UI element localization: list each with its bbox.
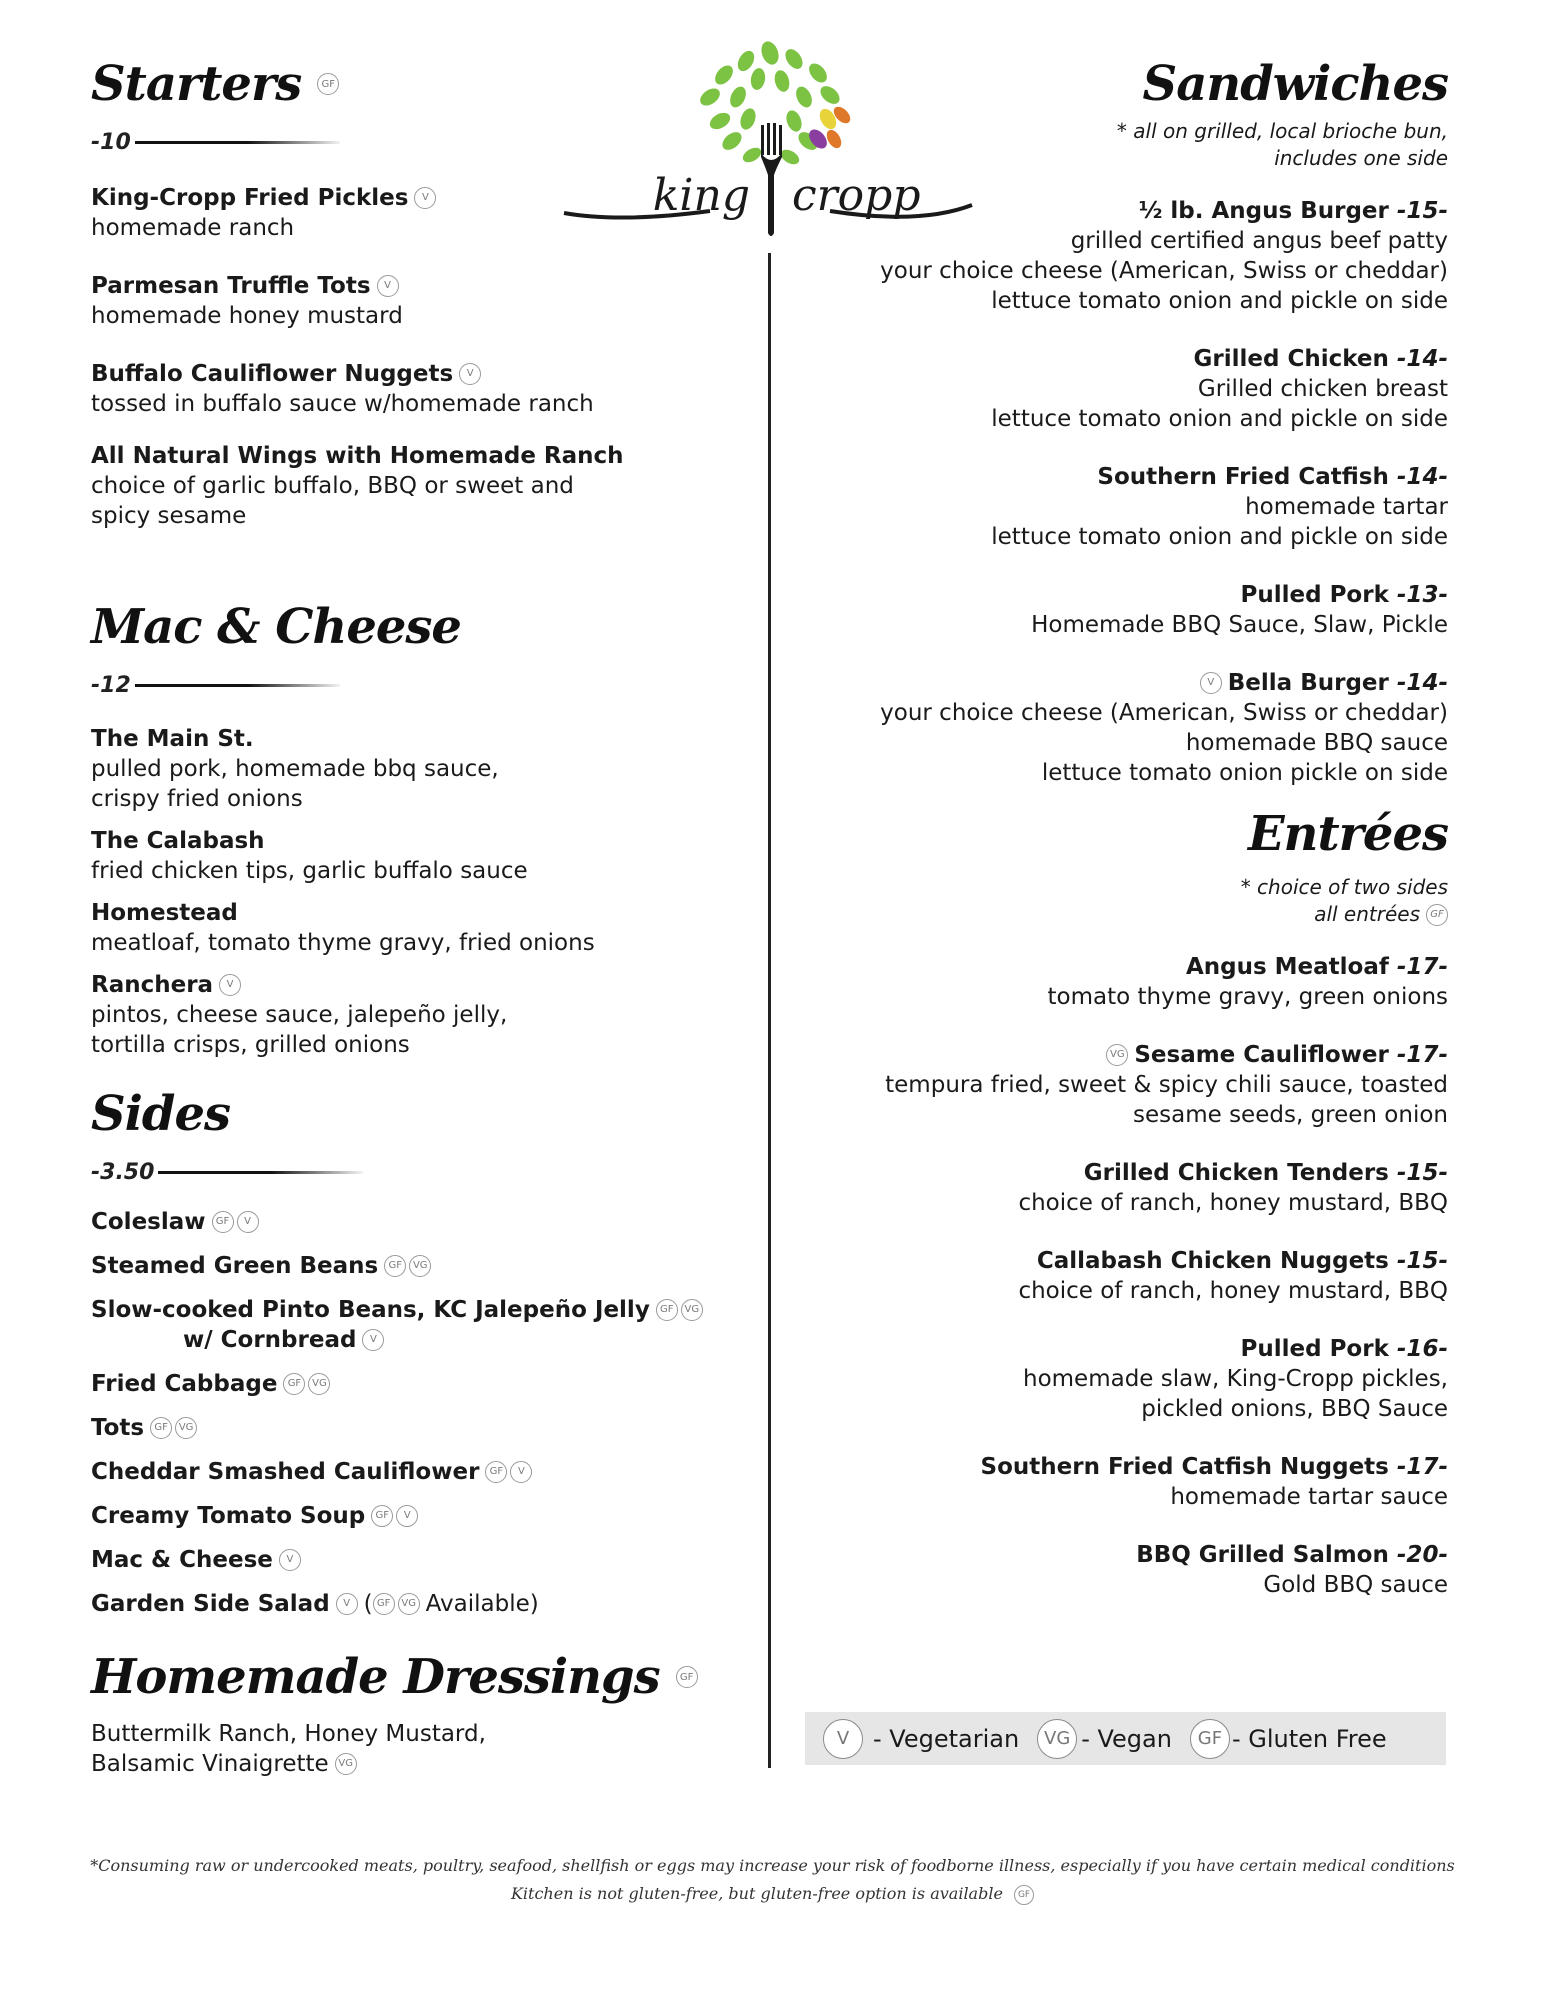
menu-item	[820, 1158, 1448, 1218]
dressings-line-2: Balsamic Vinaigrette	[91, 1751, 329, 1777]
gluten-free-icon: GF	[384, 1255, 406, 1277]
item-description: tomato thyme gravy, green onions	[1047, 984, 1448, 1010]
entrees-note-1: * choice of two sides	[1240, 875, 1448, 899]
item-description: homemade tartar sauce	[1170, 1484, 1448, 1510]
mac-cheese-price: -12	[91, 673, 131, 698]
available-open: (	[363, 1591, 373, 1617]
item-name: Slow-cooked Pinto Beans, KC Jalepeño Jelly	[91, 1297, 650, 1323]
gluten-free-icon: GF	[212, 1211, 234, 1233]
menu-item	[91, 441, 731, 531]
item-name: Coleslaw	[91, 1209, 206, 1235]
item-name: The Main St.	[91, 726, 254, 752]
mac-cheese-title: Mac & Cheese	[91, 599, 461, 655]
gluten-free-icon: GF	[317, 73, 339, 95]
vegetarian-icon: V	[823, 1719, 863, 1759]
item-description: Homemade BBQ Sauce, Slaw, Pickle	[1031, 612, 1448, 638]
gluten-free-icon: GF	[283, 1373, 305, 1395]
price-rule	[135, 141, 340, 144]
side-item	[91, 1251, 731, 1281]
item-name: Southern Fried Catfish	[1097, 464, 1389, 490]
item-description: choice of garlic buffalo, BBQ or sweet and spicy sesame	[91, 473, 574, 529]
item-name: Homestead	[91, 900, 238, 926]
gluten-free-icon: GF	[150, 1417, 172, 1439]
dietary-legend	[805, 1712, 1446, 1765]
menu-item	[91, 898, 731, 958]
item-name: BBQ Grilled Salmon	[1136, 1542, 1389, 1568]
item-name: Southern Fried Catfish Nuggets	[980, 1454, 1389, 1480]
menu-item	[91, 724, 731, 814]
item-price: -13-	[1396, 582, 1448, 608]
item-description: tossed in buffalo sauce w/homemade ranch	[91, 391, 594, 417]
item-description: your choice cheese (American, Swiss or cheddar) homemade BBQ sauce lettuce tomato onion pickle on side	[880, 700, 1448, 786]
vegetarian-icon: V	[377, 275, 399, 297]
vegetarian-icon: V	[237, 1211, 259, 1233]
menu-item	[820, 344, 1448, 434]
item-price: -14-	[1396, 670, 1448, 696]
sides-price: -3.50	[91, 1160, 155, 1185]
item-name: Creamy Tomato Soup	[91, 1503, 366, 1529]
item-description: Gold BBQ sauce	[1263, 1572, 1448, 1598]
item-name: Tots	[91, 1415, 145, 1441]
menu-item	[820, 668, 1448, 788]
item-description: pintos, cheese sauce, jalepeño jelly, tortilla crisps, grilled onions	[91, 1002, 508, 1058]
footer-line-1: *Consuming raw or undercooked meats, poultry, seafood, shellfish or eggs may increase your risk of foodborne illness, especially if you have certain medical conditions	[90, 1856, 1455, 1875]
vegan-icon: VG	[681, 1299, 703, 1321]
logo-text-king: king	[652, 170, 750, 221]
gluten-free-icon: GF	[371, 1505, 393, 1527]
gluten-free-icon: GF	[485, 1461, 507, 1483]
item-price: -17-	[1396, 1454, 1448, 1480]
item-name: Steamed Green Beans	[91, 1253, 379, 1279]
side-item	[91, 1457, 731, 1487]
item-description: choice of ranch, honey mustard, BBQ	[1018, 1278, 1448, 1304]
right-column	[820, 56, 1448, 1600]
item-price: -15-	[1396, 1160, 1448, 1186]
gluten-free-icon: GF	[1426, 904, 1448, 926]
price-rule	[158, 1171, 363, 1174]
column-divider	[768, 253, 771, 1768]
menu-item	[91, 970, 731, 1060]
item-name: The Calabash	[91, 828, 265, 854]
starters-price: -10	[91, 130, 131, 155]
menu-item	[91, 271, 731, 331]
item-description: grilled certified angus beef patty your choice cheese (American, Swiss or cheddar) lettuce tomato onion and pickle on side	[880, 228, 1448, 314]
vegan-icon: VG	[175, 1417, 197, 1439]
item-name: Pulled Pork	[1240, 1336, 1389, 1362]
gluten-free-icon: GF	[676, 1666, 698, 1688]
side-item	[91, 1413, 731, 1443]
vegetarian-icon: V	[219, 974, 241, 996]
vegetarian-icon: V	[279, 1549, 301, 1571]
item-price: -17-	[1396, 1042, 1448, 1068]
item-name: All Natural Wings with Homemade Ranch	[91, 443, 624, 469]
item-description: choice of ranch, honey mustard, BBQ	[1018, 1190, 1448, 1216]
menu-item	[820, 1246, 1448, 1306]
sides-section	[91, 1086, 731, 1619]
gluten-free-icon: GF	[373, 1593, 395, 1615]
entrees-note-2: all entrées	[1314, 902, 1420, 926]
item-name: Fried Cabbage	[91, 1371, 278, 1397]
legend-gluten-free: - Gluten Free	[1231, 1724, 1387, 1753]
left-column	[91, 56, 731, 1779]
menu-item	[91, 183, 731, 243]
vegetarian-icon: V	[1200, 672, 1222, 694]
side-item	[91, 1295, 731, 1355]
menu-item	[820, 1040, 1448, 1130]
item-description: meatloaf, tomato thyme gravy, fried onions	[91, 930, 595, 956]
dressings-line-1: Buttermilk Ranch, Honey Mustard,	[91, 1721, 486, 1747]
side-item	[91, 1207, 731, 1237]
entrees-section	[820, 806, 1448, 1600]
menu-item	[820, 1540, 1448, 1600]
item-name: Ranchera	[91, 972, 214, 998]
vegan-icon: VG	[1106, 1044, 1128, 1066]
dressings-title: Homemade Dressings	[91, 1649, 660, 1705]
vegetarian-icon: V	[459, 363, 481, 385]
legend-vegan: - Vegan	[1081, 1724, 1172, 1753]
item-price: -20-	[1396, 1542, 1448, 1568]
side-item	[91, 1545, 731, 1575]
item-description: Grilled chicken breast lettuce tomato onion and pickle on side	[991, 376, 1448, 432]
item-name: Buffalo Cauliflower Nuggets	[91, 361, 454, 387]
sandwiches-title: Sandwiches	[1142, 56, 1448, 112]
item-description: homemade slaw, King-Cropp pickles, pickled onions, BBQ Sauce	[1023, 1366, 1448, 1422]
footer-disclaimer	[0, 1852, 1545, 1908]
item-name: Parmesan Truffle Tots	[91, 273, 371, 299]
side-item	[91, 1589, 731, 1619]
vegetarian-icon: V	[336, 1593, 358, 1615]
item-description: homemade ranch	[91, 215, 295, 241]
item-description: homemade honey mustard	[91, 303, 403, 329]
item-name: Callabash Chicken Nuggets	[1036, 1248, 1389, 1274]
menu-item	[91, 826, 731, 886]
sandwiches-section	[820, 56, 1448, 788]
sides-title: Sides	[91, 1086, 231, 1142]
menu-item	[820, 1452, 1448, 1512]
sandwiches-note: * all on grilled, local brioche bun, includes one side	[1116, 119, 1448, 170]
menu-item	[820, 952, 1448, 1012]
gluten-free-icon: GF	[1014, 1885, 1034, 1905]
vegetarian-icon: V	[414, 187, 436, 209]
item-description: tempura fried, sweet & spicy chili sauce, toasted sesame seeds, green onion	[885, 1072, 1448, 1128]
item-price: -17-	[1396, 954, 1448, 980]
dressings-section	[91, 1649, 731, 1779]
side-item	[91, 1369, 731, 1399]
item-description: pulled pork, homemade bbq sauce, crispy fried onions	[91, 756, 499, 812]
logo-text-cropp: cropp	[792, 170, 921, 221]
gluten-free-icon: GF	[656, 1299, 678, 1321]
vegan-icon: VG	[308, 1373, 330, 1395]
item-description: fried chicken tips, garlic buffalo sauce	[91, 858, 528, 884]
menu-item	[91, 359, 731, 419]
item-name: Mac & Cheese	[91, 1547, 273, 1573]
item-name: Garden Side Salad	[91, 1591, 330, 1617]
item-price: -15-	[1396, 198, 1448, 224]
item-name: Angus Meatloaf	[1185, 954, 1389, 980]
vegetarian-icon: V	[396, 1505, 418, 1527]
price-rule	[135, 684, 340, 687]
vegan-icon: VG	[409, 1255, 431, 1277]
item-description: homemade tartar lettuce tomato onion and pickle on side	[991, 494, 1448, 550]
item-price: -14-	[1396, 464, 1448, 490]
item-name: Grilled Chicken	[1193, 346, 1389, 372]
item-name: Cheddar Smashed Cauliflower	[91, 1459, 480, 1485]
vegetarian-icon: V	[510, 1461, 532, 1483]
item-price: -14-	[1396, 346, 1448, 372]
footer-line-2: Kitchen is not gluten-free, but gluten-free option is available	[510, 1884, 1003, 1903]
menu-item	[820, 1334, 1448, 1424]
vegan-icon: VG	[335, 1753, 357, 1775]
available-close: Available)	[425, 1591, 539, 1617]
starters-title: Starters	[91, 56, 302, 112]
item-name: King-Cropp Fried Pickles	[91, 185, 409, 211]
item-name: Pulled Pork	[1240, 582, 1389, 608]
item-name: Grilled Chicken Tenders	[1083, 1160, 1389, 1186]
item-name: Sesame Cauliflower	[1134, 1042, 1389, 1068]
item-price: -15-	[1396, 1248, 1448, 1274]
menu-item	[820, 462, 1448, 552]
item-name: ½ lb. Angus Burger	[1138, 198, 1389, 224]
item-price: -16-	[1396, 1336, 1448, 1362]
legend-vegetarian: - Vegetarian	[873, 1724, 1020, 1753]
menu-item	[820, 196, 1448, 316]
menu-item	[820, 580, 1448, 640]
vegan-icon: VG	[398, 1593, 420, 1615]
side-item	[91, 1501, 731, 1531]
mac-cheese-section	[91, 599, 731, 1060]
gluten-free-icon: GF	[1190, 1719, 1230, 1759]
vegetarian-icon: V	[362, 1329, 384, 1351]
vegan-icon: VG	[1037, 1719, 1077, 1759]
entrees-title: Entrées	[1247, 806, 1448, 862]
starters-section	[91, 56, 731, 531]
item-name: Bella Burger	[1227, 670, 1389, 696]
item-name: w/ Cornbread	[183, 1327, 357, 1353]
